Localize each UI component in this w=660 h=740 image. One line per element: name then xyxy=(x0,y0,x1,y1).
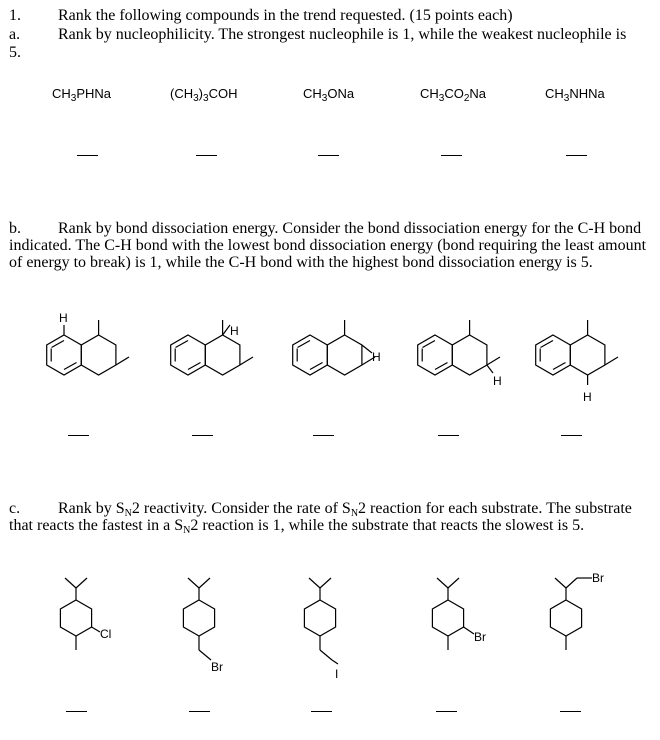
compound-4: $CH_3CO_2Na$ xyxy=(420,86,487,104)
answer-blank[interactable] xyxy=(560,711,581,712)
h-label-5: H xyxy=(583,390,592,404)
h-label-4: H xyxy=(493,374,502,388)
answer-blank[interactable] xyxy=(561,435,582,436)
answer-blank[interactable] xyxy=(189,711,210,712)
h-label-2: H xyxy=(230,324,239,338)
h-label-3: H xyxy=(372,350,381,364)
answer-blank[interactable] xyxy=(313,435,334,436)
question-number: 1. xyxy=(9,7,21,24)
part-c-prompt: c. Rank by $S_N2$ reactivity. Consider the rate of $S_N2$ reaction for each substrate. The substrate that reacts the fastest in a $S_N2$ reaction is 1, while the substrate that reacts the slowest is 5. xyxy=(9,500,632,536)
question-intro: Rank the following compounds in the trend requested. (15 points each) xyxy=(58,7,513,24)
compound-3: $CH_3ONa$ xyxy=(303,86,355,104)
part-b-prompt: b. Rank by bond dissociation energy. Consider the bond dissociation energy for the C-H bond indicated. The C-H bond with the lowest bond dissociation energy (bond requiring the least amount of energy to break) is 1, while the C-H bond with the highest bond dissociation energy is 5. xyxy=(9,220,647,271)
answer-blank[interactable] xyxy=(68,435,89,436)
part-a-prompt: Rank by nucleophilicity. The strongest nucleophile is 1, while the weakest nucleophile is xyxy=(58,26,627,43)
answer-blank[interactable] xyxy=(438,435,459,436)
halogen-label-5: Br xyxy=(592,571,604,585)
h-label-1: H xyxy=(59,311,68,325)
compound-5: $CH_3NHNa$ xyxy=(545,86,605,104)
halogen-label-1: Cl xyxy=(100,627,112,641)
compound-2: $(CH_3)_3COH$ xyxy=(170,86,238,104)
halogen-label-3: I xyxy=(335,667,339,681)
halogen-label-2: Br xyxy=(211,660,223,674)
answer-blank[interactable] xyxy=(436,711,457,712)
answer-blank[interactable] xyxy=(66,711,87,712)
answer-blank[interactable] xyxy=(192,435,213,436)
compound-1: $CH_3PHNa$ xyxy=(52,86,112,104)
part-a-continued: 5. xyxy=(9,44,21,61)
answer-blank[interactable] xyxy=(311,711,332,712)
part-a-letter: a. xyxy=(9,26,21,43)
halogen-label-4: Br xyxy=(474,630,486,644)
